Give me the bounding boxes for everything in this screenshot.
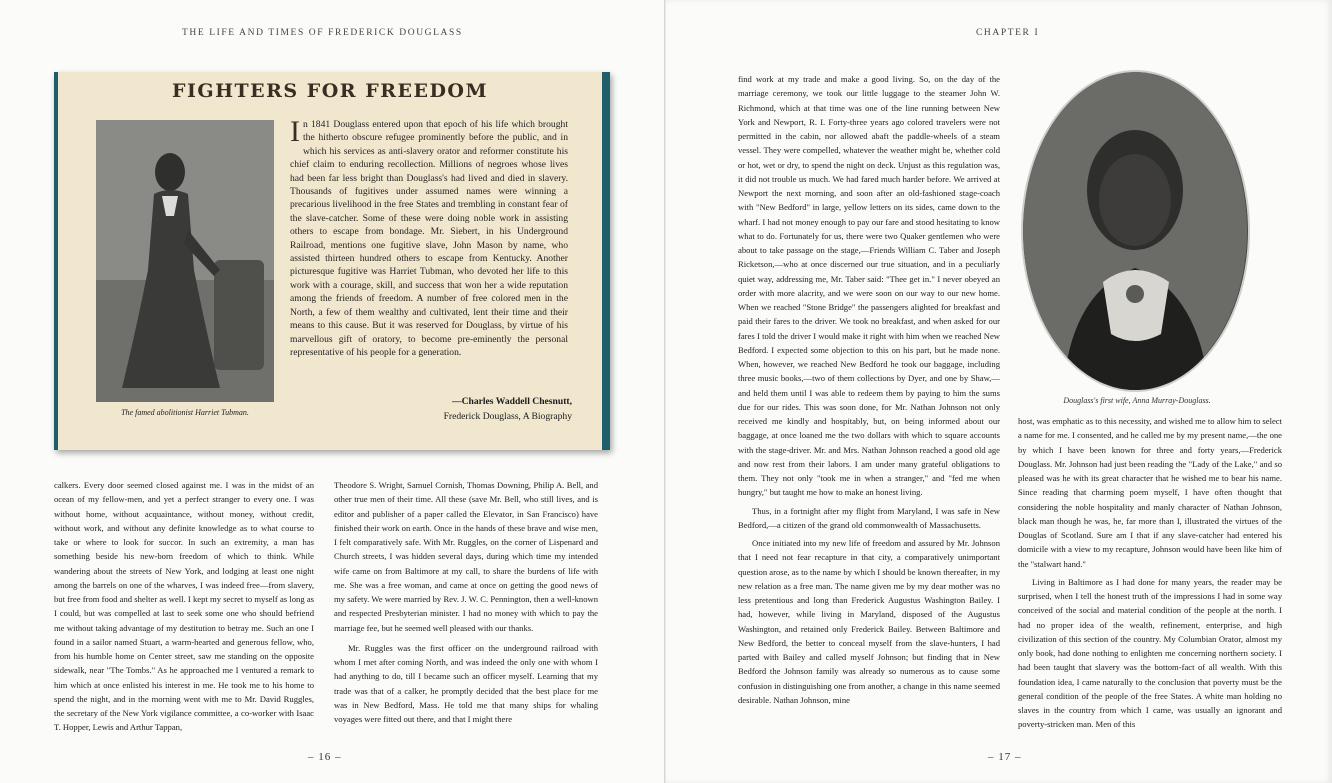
attribution-work: Frederick Douglass, A Biography bbox=[443, 411, 572, 422]
paragraph: Once initiated into my new life of freedom and assured by Mr. Johnson that I need not fear recapture in that city, a comparatively unimportant question arose, as to the name by which I should be known thereafter, in my new relation as a free man. The name given me by my dear mother was no less pretentious and long than Frederick Augustus Washington Bailey. I had, however, while living in Maryland, disposed of the Augustus Washington, and retained only Frederick Bailey. Between Baltimore and New Bedford, the better to conceal myself from the slave-hunters, I had parted with Bailey and called myself Johnson; but finding that in New Bedford the Johnson family was already so numerous as to cause some confusion in distinguishing one from another, a change in this name seemed desirable. Nathan Johnson, mine bbox=[738, 538, 1000, 705]
page-number-right: – 17 – bbox=[988, 751, 1022, 763]
anna-murray-douglass-portrait bbox=[1023, 72, 1248, 390]
sidebar-attribution bbox=[444, 394, 572, 424]
portrait-caption: Douglass's first wife, Anna Murray-Douglass. bbox=[1063, 396, 1211, 405]
paragraph: Theodore S. Wright, Samuel Cornish, Thomas Downing, Philip A. Bell, and other true men of their time. All these (save Mr. Bell, who still lives, and is editor and publisher of a paper called the Elevator, in San Francisco) have finished their work on earth. Once in the hands of these brave and wise men, I felt comparatively safe. With Mr. Ruggles, on the corner of Lispenard and Church streets, I was hidden several days, during which time my intended wife came on from Baltimore at my call, to share the burdens of life with me. She was a free woman, and came at once on getting the good news of my safety. We were married by Rev. J. W. C. Pennington, then a well-known and respected Presbyterian minister. I had no money with which to pay the marriage fee, but he seemed well pleased with our thanks. bbox=[334, 480, 598, 633]
paragraph: find work at my trade and make a good living. So, on the day of the marriage ceremony, we took our little luggage to the steamer John W. Richmond, which at that time was one of the line running between New York and Newport, R. I. Forty-three years ago colored travelers were not permitted in the cabin, nor allowed abaft the paddle-wheels of a steam vessel. They were compelled, whatever the weather might be, whether cold or hot, wet or dry, to spend the night on deck. Unjust as this regulation was, it did not trouble us much. We had fared much harder before. We arrived at Newport the next morning, and soon after an old-fashioned stage-coach with "New Bedford" in large, yellow letters on its sides, came down to the wharf. I had not money enough to pay our fare and stood hesitating to know what to do. Fortunately for us, there were two Quaker gentlemen who were about to take passage on the stage,—Friends William C. Taber and Joseph Ricketson,—who at once discerned our true situation, and in a peculiarly quiet way, addressing me, Mr. Taber said: "Thee get in." I never obeyed an order with more alacrity, and we were soon on our way to our new home. When we reached "Stone Bridge" the passengers alighted for breakfast and paid their fares to the driver. We took no breakfast, and when asked for our fares I told the driver I would make it right with him when we reached New Bedford. I expected some objection to this on his part, but he made none. When, however, we reached New Bedford he took our baggage, including three music books,—two of them collections by Dyer, and one by Shaw,—and held them until I was able to redeem them by paying to him the sums due for our rides. This was soon done, for Mr. Nathan Johnson not only received me kindly and hospitably, but, on being informed about our baggage, at once loaned me the two dollars with which to square accounts with the stage-driver. Mr. and Mrs. Nathan Johnson reached a good old age and now rest from their labors. I am under many grateful obligations to them. They not only "took me in when a stranger," and "fed me when hungry," but taught me how to make an honest living. bbox=[738, 74, 1000, 498]
sidebar-title: FIGHTERS FOR FREEDOM bbox=[171, 80, 489, 102]
right-column-2 bbox=[1018, 414, 1282, 732]
paragraph: calkers. Every door seemed closed against me. I was in the midst of an ocean of my fellow-men, and yet a perfect stranger to every one. I was without home, without acquaintance, without money, without credit, without work, and without any definite knowledge as to what course to take or where to look for succor. In such an extremity, a man has something beside his new-born freedom of which to think. While wandering about the streets of New York, and lodging at least one night among the barrels on one of the wharves, I was indeed free—from slavery, but free from food and shelter as well. I kept my secret to myself as long as I could, but was compelled at last to seek some one who should befriend me without taking advantage of my destitution to betray me. Such an one I found in a sailor named Stuart, a warm-hearted and generous fellow, who, from his humble home on Center street, saw me standing on the opposite sidewalk, near "The Tombs." As he approached me I ventured a remark to him which at once enlisted his interest in me. He took me to his home to spend the night, and in the morning went with me to Mr. David Ruggles, the secretary of the New York vigilance committee, a co-worker with Isaac T. Hopper, Lewis and Arthur Tappan, bbox=[54, 480, 314, 733]
paragraph: Thus, in a fortnight after my flight from Maryland, I was safe in New Bedford,—a citizen of the grand old commonwealth of Massachusetts. bbox=[738, 505, 1000, 530]
tubman-photo-caption: The famed abolitionist Harriet Tubman. bbox=[121, 408, 249, 417]
page-number-left: – 16 – bbox=[308, 751, 342, 763]
running-head-left: THE LIFE AND TIMES OF FREDERICK DOUGLASS bbox=[182, 28, 463, 38]
harriet-tubman-photo bbox=[96, 120, 274, 402]
right-column-1 bbox=[738, 72, 1000, 707]
paragraph: Mr. Ruggles was the first officer on the underground railroad with whom I met after coming North, and was indeed the only one with whom I had anything to do, till I became such an officer myself. Learning that my trade was that of a calker, he promptly decided that the best place for me was in New Bedford, Mass. He told me that many ships for whaling voyages were fitted out there, and that I might there bbox=[334, 642, 598, 724]
attribution-name: —Charles Waddell Chesnutt, bbox=[451, 396, 572, 407]
paragraph: host, was emphatic as to this necessity, and wished me to allow him to select a name for me. I consented, and he called me by my present name,—the one by which I have been known for three and forty years,—Frederick Douglass. Mr. Johnson had just been reading the "Lady of the Lake," and so pleased was he with its great character that he wished me to bear his name. Since reading that charming poem myself, I have often thought that considering the noble hospitality and manly character of Nathan Johnson, black man though he was, he, far more than I, illustrated the virtues of the Douglas of Scotland. Sure am I that if any slave-catcher had entered his domicile with a view to my recapture, Johnson would have been like him of the "stalwart hand." bbox=[1018, 416, 1282, 569]
paragraph: Living in Baltimore as I had done for many years, the reader may be surprised, when I tell the honest truth of the impressions I had in some way conceived of the social and material condition of the people at the north. I had no proper idea of the wealth, refinement, enterprise, and high civilization of this section of the country. My Columbian Orator, almost my only book, had done nothing to enlighten me concerning northern society. I had been taught that slavery was the bottom-fact of all wealth. With this foundation idea, I came naturally to the conclusion that poverty must be the general condition of the people of the free States. A white man holding no slaves in the country from which I came, was usually an ignorant and poverty-stricken man. Men of this bbox=[1018, 576, 1282, 730]
sidebar-box bbox=[54, 72, 610, 450]
sidebar-quote-body: n 1841 Douglass entered upon that epoch of his life which brought the hitherto obscure refugee prominently before the public, and in which his services as anti-slavery orator and reformer constitute his chief claim to enduring recollection. Millions of negroes whose lives had been far less bright than Douglass's had lived and died in slavery. Thousands of fugitives under assumed names were winning a precarious livelihood in the free States and trembling in constant fear of the slave-catcher. Some of these were doing noble work in assisting others to escape from bondage. Mr. Siebert, in his Underground Railroad, mentions one fugitive slave, John Mason by name, who assisted thirteen hundred others to escape from Kentucky. Another picturesque fugitive was Harriet Tubman, who devoted her life to this work with a courage, skill, and success that won her a wide reputation among the friends of freedom. A number of free colored men in the North, a few of them wealthy and cultivated, lent their time and their means to this cause. But it was reserved for Douglass, by virtue of his marvellous gift of oratory, to become pre-eminently the personal representative of his people for a generation. bbox=[290, 119, 568, 358]
portrait-oval bbox=[1023, 72, 1248, 390]
left-column-2 bbox=[334, 478, 598, 726]
left-page bbox=[0, 0, 665, 783]
drop-cap: I bbox=[290, 115, 300, 148]
left-column-1 bbox=[54, 478, 314, 735]
right-page bbox=[666, 0, 1332, 783]
running-head-right: CHAPTER I bbox=[976, 28, 1040, 38]
sidebar-quote-text bbox=[290, 115, 568, 359]
